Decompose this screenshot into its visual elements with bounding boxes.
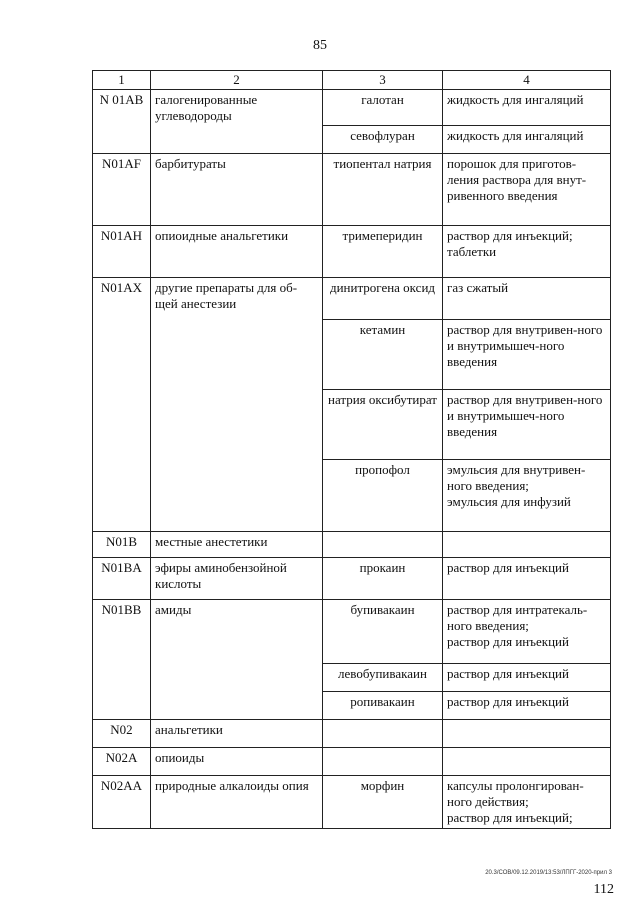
- inn-cell: морфин: [323, 776, 443, 829]
- atc-code-cell: N01AX: [93, 278, 151, 532]
- table-row: [93, 748, 611, 776]
- group-name-cell: галогенированные углеводороды: [151, 90, 323, 154]
- group-name-cell: опиоиды: [151, 748, 323, 776]
- group-name-cell: барбитураты: [151, 154, 323, 226]
- dosage-form-cell: [443, 460, 611, 532]
- dosage-form-line: таблетки: [447, 244, 497, 259]
- inn-cell: левобупивакаин: [323, 664, 443, 692]
- dosage-form-cell: [443, 692, 611, 720]
- atc-code-cell: N01B: [93, 532, 151, 558]
- inn-cell: тримеперидин: [323, 226, 443, 278]
- dosage-form-cell: [443, 558, 611, 600]
- dosage-form-line: раствор для внутривен-ного и внутримышеч-ного введения: [447, 392, 603, 439]
- dosage-form-line: раствор для инъекций;: [447, 228, 573, 243]
- atc-code-cell: N02A: [93, 748, 151, 776]
- atc-code-cell: N01BA: [93, 558, 151, 600]
- table-row: [93, 776, 611, 829]
- group-name-cell: природные алкалоиды опия: [151, 776, 323, 829]
- column-header-3: 3: [323, 71, 443, 90]
- dosage-form-cell: [443, 320, 611, 390]
- dosage-form-cell: [443, 776, 611, 829]
- dosage-form-line: раствор для инъекций;: [447, 810, 573, 825]
- dosage-form-line: раствор для инъекций: [447, 666, 569, 681]
- inn-cell: тиопентал натрия: [323, 154, 443, 226]
- dosage-form-cell: [443, 90, 611, 126]
- dosage-form-line: капсулы пролонгирован-ного действия;: [447, 778, 584, 809]
- dosage-form-line: эмульсия для внутривен-ного введения;: [447, 462, 586, 493]
- group-name-cell: другие препараты для об-щей анестезии: [151, 278, 323, 532]
- dosage-form-line: жидкость для ингаляций: [447, 128, 584, 143]
- group-name-cell: местные анестетики: [151, 532, 323, 558]
- dosage-form-line: раствор для интратекаль-ного введения;: [447, 602, 588, 633]
- atc-code-cell: N02AA: [93, 776, 151, 829]
- table-row: [93, 720, 611, 748]
- dosage-form-line: эмульсия для инфузий: [447, 494, 571, 509]
- table-row: [93, 278, 611, 320]
- column-header-1: 1: [93, 71, 151, 90]
- dosage-form-cell: [443, 600, 611, 664]
- atc-code-cell: N01AF: [93, 154, 151, 226]
- dosage-form-cell: [443, 126, 611, 154]
- table-row: [93, 532, 611, 558]
- table-row: [93, 90, 611, 126]
- group-name-cell: эфиры аминобензойной кислоты: [151, 558, 323, 600]
- dosage-form-line: газ сжатый: [447, 280, 509, 295]
- dosage-form-line: жидкость для ингаляций: [447, 92, 584, 107]
- dosage-form-cell: [443, 664, 611, 692]
- dosage-form-line: раствор для инъекций: [447, 560, 569, 575]
- inn-cell: [323, 532, 443, 558]
- table-row: [93, 558, 611, 600]
- dosage-form-cell: [443, 390, 611, 460]
- atc-code-cell: N02: [93, 720, 151, 748]
- inn-cell: галотан: [323, 90, 443, 126]
- drug-table: [92, 70, 611, 829]
- dosage-form-line: раствор для инъекций: [447, 634, 569, 649]
- group-name-cell: амиды: [151, 600, 323, 720]
- inn-cell: натрия оксибутират: [323, 390, 443, 460]
- dosage-form-cell: [443, 720, 611, 748]
- group-name-cell: анальгетики: [151, 720, 323, 748]
- column-header-4: 4: [443, 71, 611, 90]
- inn-cell: динитрогена оксид: [323, 278, 443, 320]
- page-number-bottom: 112: [593, 882, 614, 897]
- dosage-form-line: раствор для инъекций: [447, 694, 569, 709]
- dosage-form-cell: [443, 748, 611, 776]
- atc-code-cell: N01AH: [93, 226, 151, 278]
- atc-code-cell: N 01AB: [93, 90, 151, 154]
- atc-code-cell: N01BB: [93, 600, 151, 720]
- dosage-form-cell: [443, 226, 611, 278]
- table-row: [93, 600, 611, 664]
- header-row: [93, 71, 611, 90]
- dosage-form-cell: [443, 532, 611, 558]
- table-row: [93, 226, 611, 278]
- table-row: [93, 154, 611, 226]
- inn-cell: пропофол: [323, 460, 443, 532]
- footer-document-code: 20.3/СОВ/09.12.2019/13:53/ЛПГГ-2020-прил 3: [485, 870, 612, 876]
- inn-cell: кетамин: [323, 320, 443, 390]
- dosage-form-cell: [443, 154, 611, 226]
- inn-cell: бупивакаин: [323, 600, 443, 664]
- page-number-top: 85: [313, 38, 327, 53]
- inn-cell: прокаин: [323, 558, 443, 600]
- column-header-2: 2: [151, 71, 323, 90]
- dosage-form-line: раствор для внутривен-ного и внутримышеч-ного введения: [447, 322, 603, 369]
- inn-cell: [323, 720, 443, 748]
- dosage-form-cell: [443, 278, 611, 320]
- inn-cell: [323, 748, 443, 776]
- inn-cell: ропивакаин: [323, 692, 443, 720]
- dosage-form-line: порошок для приготов-ления раствора для внут-ривенного введения: [447, 156, 587, 203]
- group-name-cell: опиоидные анальгетики: [151, 226, 323, 278]
- inn-cell: севофлуран: [323, 126, 443, 154]
